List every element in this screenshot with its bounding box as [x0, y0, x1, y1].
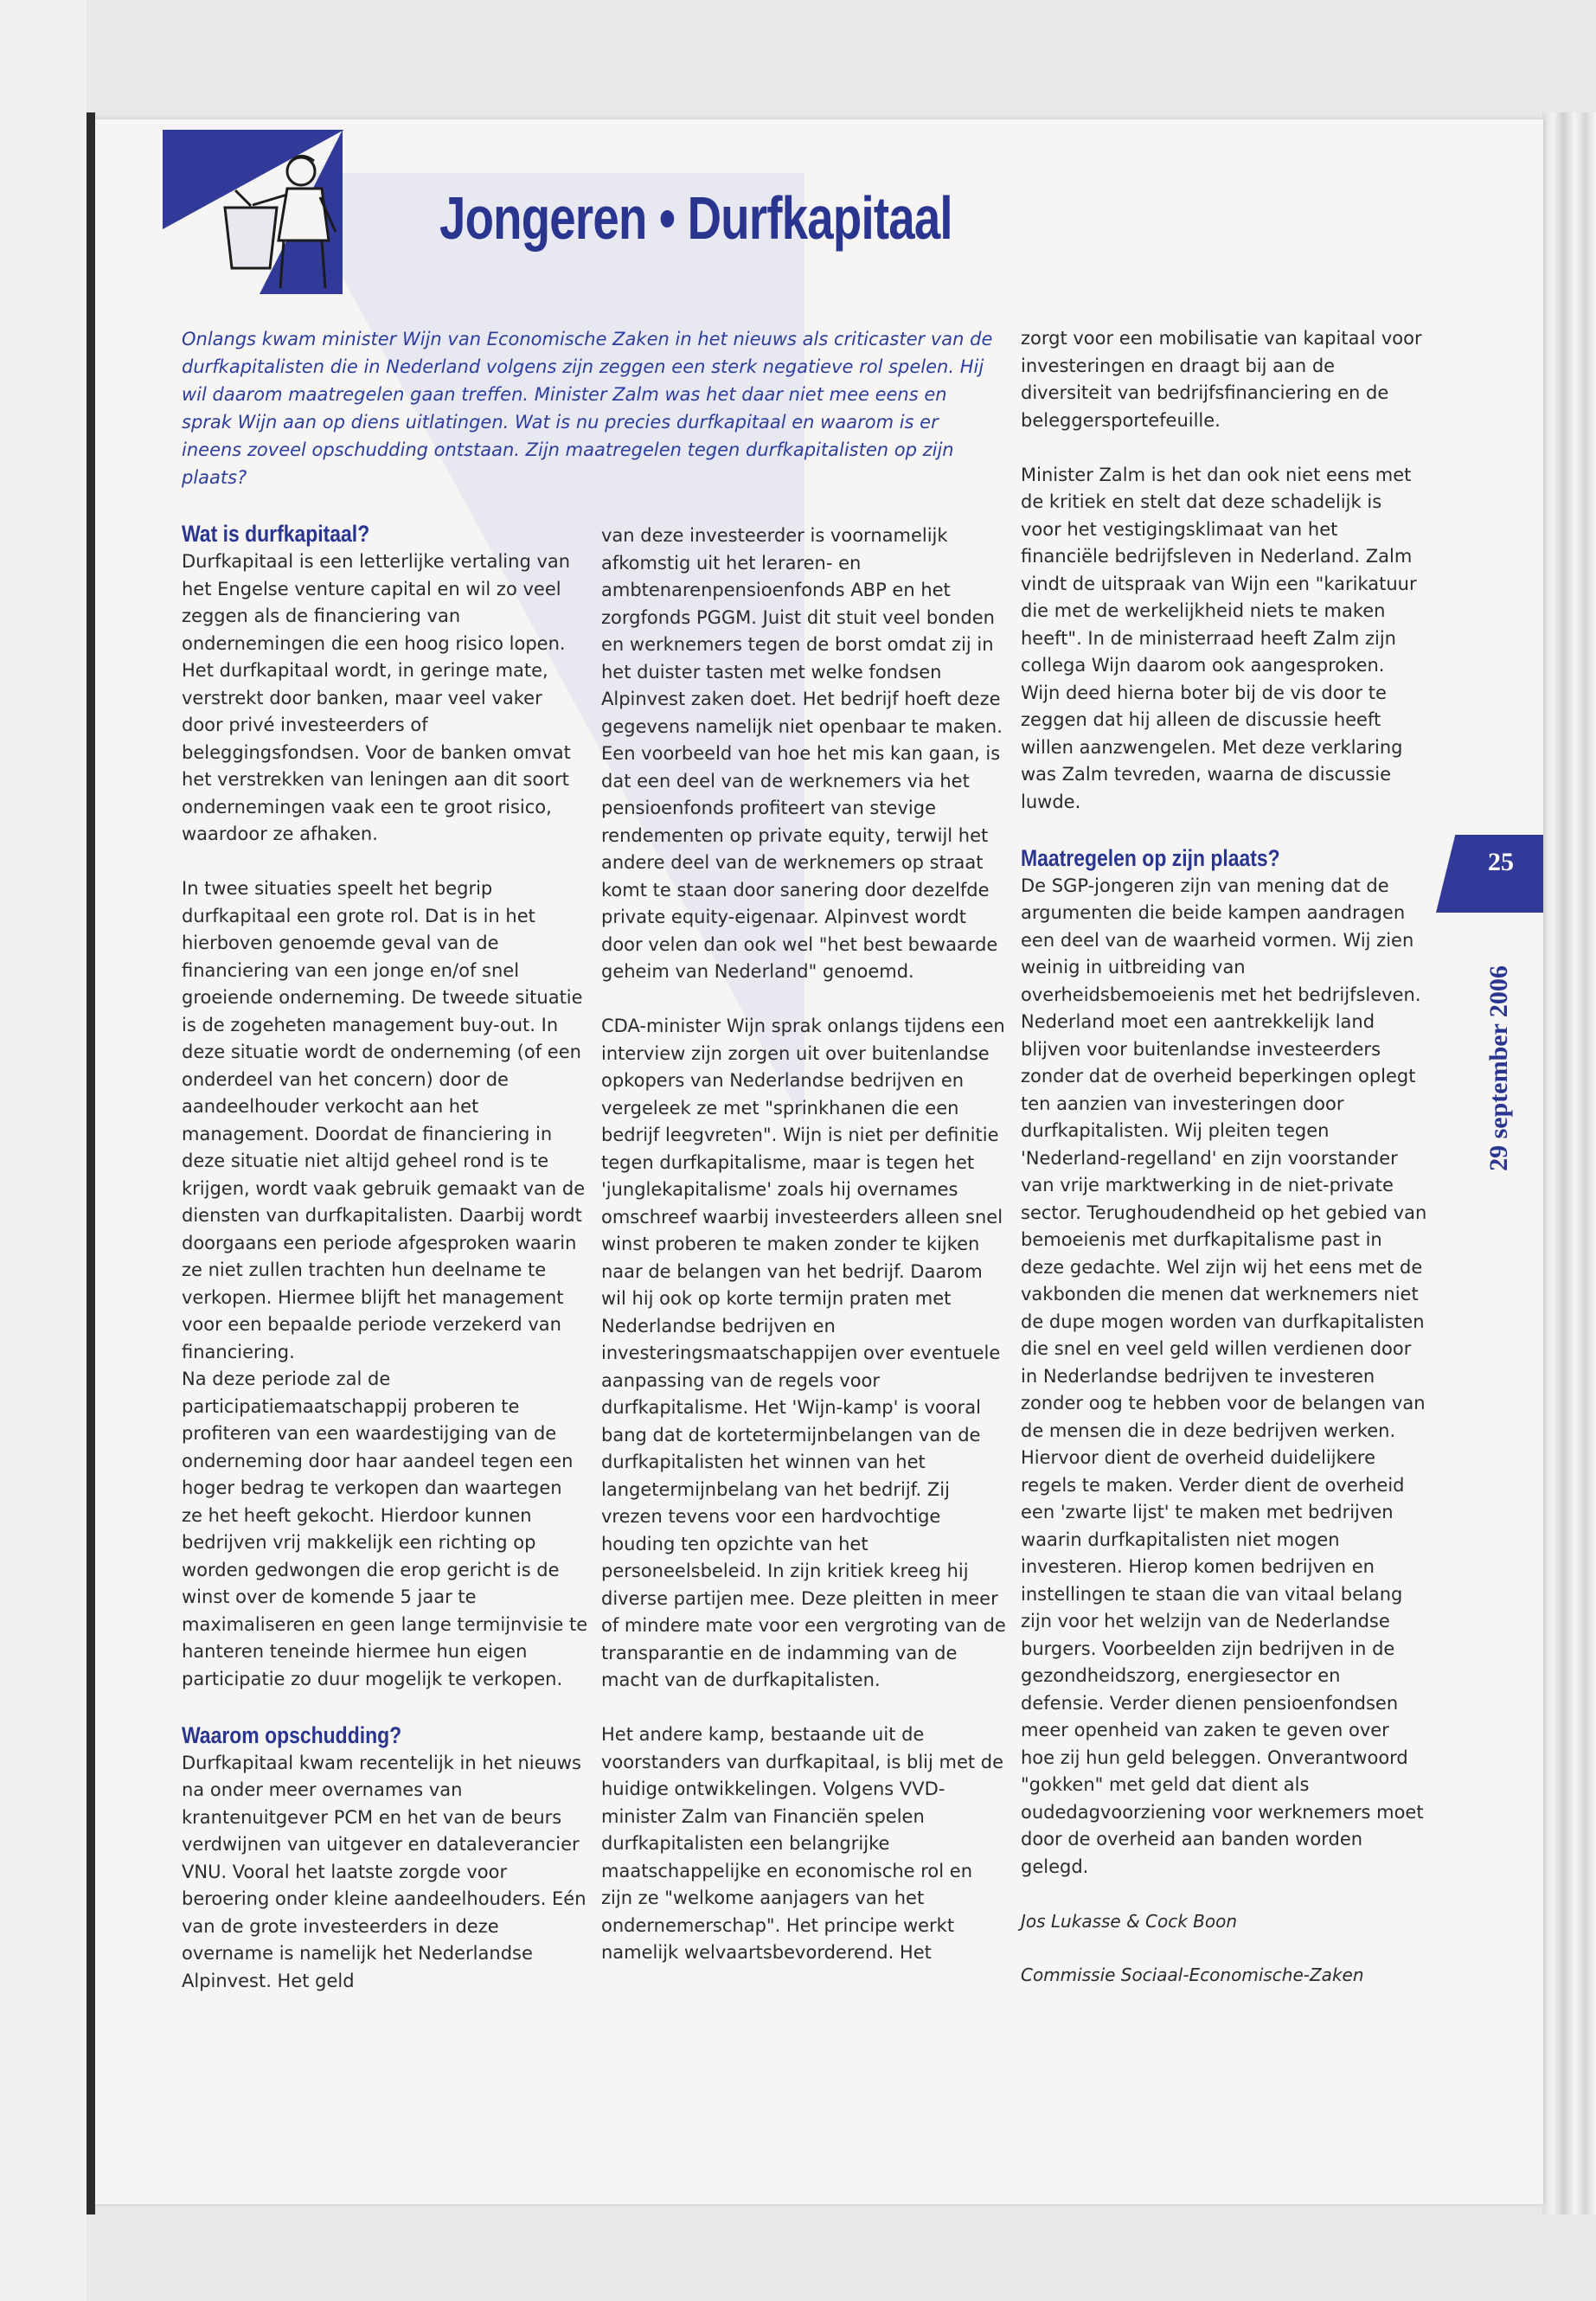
col2-paragraph-2: CDA-minister Wijn sprak onlangs tijdens een interview zijn zorgen uit over buitenlandse opkopers van Nederlandse bedrijven en vergeleek ze met "sprinkhanen die een bedrijf leegvreten". Wijn is niet per definitie tegen durfkapitalisme, maar is tegen het 'junglekapitalisme' zoals hij overnames omschreef waarbij investeerders alleen snel winst proberen te maken zonder te kijken naar de belangen van het bedrijf. Daarom wil hij ook op korte termijn praten met Nederlandse bedrijven en investeringsmaatschappijen over eventuele aanpassing van de regels voor durfkapitalisme. Het 'Wijn-kamp' is vooral bang dat de kortetermijnbelangen van de durfkapitalisten het winnen van het langetermijnbelang van het bedrijf. Zij vrezen tevens voor een hardvochtige houding ten opzichte van het personeelsbeleid. In zijn kritiek kreeg hij diverse partijen mee. Deze pleitten in meer of mindere mate voor een vergroting van de transparantie en de indamming van de macht van de durfkapitalisten. [601, 1016, 1006, 1690]
binding-spine [87, 112, 95, 2214]
issue-date-text: 29 september 2006 [1484, 965, 1513, 1171]
issue-date [1482, 939, 1516, 1198]
page-stack-edge [1542, 112, 1596, 2214]
what-paragraph-2: In twee situaties speelt het begrip durfkapitaal een grote rol. Dat is in het hierboven genoemde geval van de financiering van een jonge en/of snel groeiende onderneming. De tweede situatie is de zogeheten management buy-out. In deze situatie wordt de onderneming (of een onderdeel van het concern) door de aandeelhouder verkocht aan het management. Doordat de financiering in deze situatie niet altijd geheel rond is te krijgen, wordt vaak gebruik gemaakt van de diensten van durfkapitalisten. Daarbij wordt doorgaans een periode afgesproken waarin ze niet zullen trachten hun deelname te verkopen. Hiermee blijft het management voor een bepaalde periode verzekerd van financiering. [182, 878, 586, 1362]
speaker-illustration [190, 147, 355, 294]
why-paragraph-1: Durfkapitaal kwam recentelijk in het nieuws na onder meer overnames van krantenuitgever PCM en het van de beurs verdwijnen van uitgever en dataleverancier VNU. Vooral het laatste zorgde voor beroering onder kleine aandeelhouders. Eén van de grote investeerders in deze overname is namelijk het Nederlandse Alpinvest. Het geld [182, 1752, 586, 1991]
byline-committee: Commissie Sociaal-Economische-Zaken [1021, 1965, 1364, 1985]
page-title: Jongeren • Durfkapitaal [439, 184, 952, 252]
page-number: 25 [1488, 848, 1514, 876]
intro-text: Onlangs kwam minister Wijn van Economische Zaken in het nieuws als criticaster van de durfkapitalisten die in Nederland volgens zijn zeggen een sterk negatieve rol spelen. Hij wil daarom maatregelen gaan treffen. Minister Zalm was het daar niet mee eens en sprak Wijn aan op diens uitlatingen. Wat is nu precies durfkapitaal en waarom is er ineens zoveel opschudding ontstaan. Zijn maatregelen tegen durfkapitalisten op zijn plaats? [182, 329, 993, 488]
heading-what-is: Wat is durfkapitaal? [182, 521, 370, 547]
heading-measures: Maatregelen op zijn plaats? [1021, 844, 1280, 871]
col2-paragraph-1: van deze investeerder is voornamelijk afkomstig uit het leraren- en ambtenarenpensioenfonds ABP en het zorgfonds PGGM. Juist dit stuit veel bonden en werknemers tegen de borst omdat zij in het duister tasten met welke fondsen Alpinvest zaken doet. Het bedrijf hoeft deze gegevens namelijk niet openbaar te maken. Een voorbeeld van hoe het mis kan gaan, is dat een deel van de werknemers via het pensioenfonds profiteert van stevige rendementen op private equity, terwijl het andere deel van de werknemers op straat komt te staan door sanering door dezelfde private equity-eigenaar. Alpinvest wordt door velen dan ook wel "het best bewaarde geheim van Nederland" genoemd. [601, 525, 1003, 982]
measures-paragraph-1: De SGP-jongeren zijn van mening dat de argumenten die beide kampen aandragen een deel van de waarheid vormen. Wij zien weinig in uitbreiding van overheidsbemoeienis met het bedrijfsleven. Nederland moet een aantrekkelijk land blijven voor buitenlandse investeerders zonder dat de overheid beperkingen oplegt ten aanzien van investeringen door durfkapitalisten. Wij pleiten tegen 'Nederland-regelland' en zijn voorstander van vrije marktwerking in de niet-private sector. Terughoudendheid op het gebied van bemoeienis met durfkapitalisme past in deze gedachte. Wel zijn wij het eens met de vakbonden die menen dat werknemers niet de dupe mogen worden van durfkapitalisten die snel en veel geld willen verdienen door in Nederlandse bedrijven te investeren zonder oog te hebben voor de belangen van de mensen die in deze bedrijven werken. Hiervoor dient de overheid duidelijkere regels te maken. Verder dient de overheid een 'zwarte lijst' te maken met bedrijven waarin durfkapitalisten niet mogen investeren. Hierop komen bedrijven en instellingen te staan die van vitaal belang zijn voor het welzijn van de Nederlandse burgers. Voorbeelden zijn bedrijven in de gezondheidszorg, energiesector en defensie. Verder dienen pensioenfondsen meer openheid van zaken te geven over hoe zij hun geld beleggen. Onverantwoord "gokken" met geld dat dient als oudedagvoorziening voor werknemers moet door de overheid aan banden worden gelegd. [1021, 875, 1427, 1877]
heading-why: Waarom opschudding? [182, 1721, 402, 1748]
col3-paragraph-2: Minister Zalm is het dan ook niet eens met de kritiek en stelt dat deze schadelijk is voor het vestigingsklimaat van het financiële bedrijfsleven in Nederland. Zalm vindt de uitspraak van Wijn een "karikatuur die met de werkelijkheid niets te maken heeft". In de ministerraad heeft Zalm zijn collega Wijn daarom ook aangesproken. Wijn deed hierna boter bij de vis door te zeggen dat hij alleen de discussie heeft willen aanzwengelen. Met deze verklaring was Zalm tevreden, waarna de discussie luwde. [1021, 464, 1417, 812]
byline-authors: Jos Lukasse & Cock Boon [1021, 1910, 1238, 1932]
col2-paragraph-3: Het andere kamp, bestaande uit de voorstanders van durfkapitaal, is blij met de huidige ontwikkelingen. Volgens VVD-minister Zalm van Financiën spelen durfkapitalisten een belangrijke maatschappelijke en economische rol en zijn ze "welkome aanjagers van het ondernemerschap". Het principe werkt namelijk welvaartsbevorderend. Het [601, 1724, 1004, 1963]
what-paragraph-3: Na deze periode zal de participatiemaatschappij proberen te profiteren van een waardestijging van de onderneming door haar aandeel tegen een hoger bedrag te verkopen dan waartegen ze het heeft gekocht. Hierdoor kunnen bedrijven vrij makkelijk een richting op worden gedwongen die erop gericht is de winst over de komende 5 jaar te maximaliseren en geen lange termijnvisie te hanteren teneinde hiermee hun eigen participatie zo duur mogelijk te verkopen. [182, 1368, 588, 1689]
column-2 [601, 522, 1008, 1994]
column-1 [182, 519, 588, 2022]
left-page-edge [0, 0, 87, 2301]
what-paragraph-1: Durfkapitaal is een letterlijke vertaling van het Engelse venture capital en wil zo veel zeggen als de financiering van ondernemingen die een hoog risico lopen. Het durfkapitaal wordt, in geringe mate, verstrekt door banken, maar veel vaker door privé investeerders of beleggingsfondsen. Voor de banken omvat het verstrekken van leningen aan dit soort ondernemingen vaak een te groot risico, waardoor ze afhaken. [182, 551, 571, 844]
column-3 [1021, 325, 1427, 2016]
col3-paragraph-1: zorgt voor een mobilisatie van kapitaal voor investeringen en draagt bij aan de diversiteit van bedrijfsfinanciering en de beleggersportefeuille. [1021, 328, 1422, 431]
